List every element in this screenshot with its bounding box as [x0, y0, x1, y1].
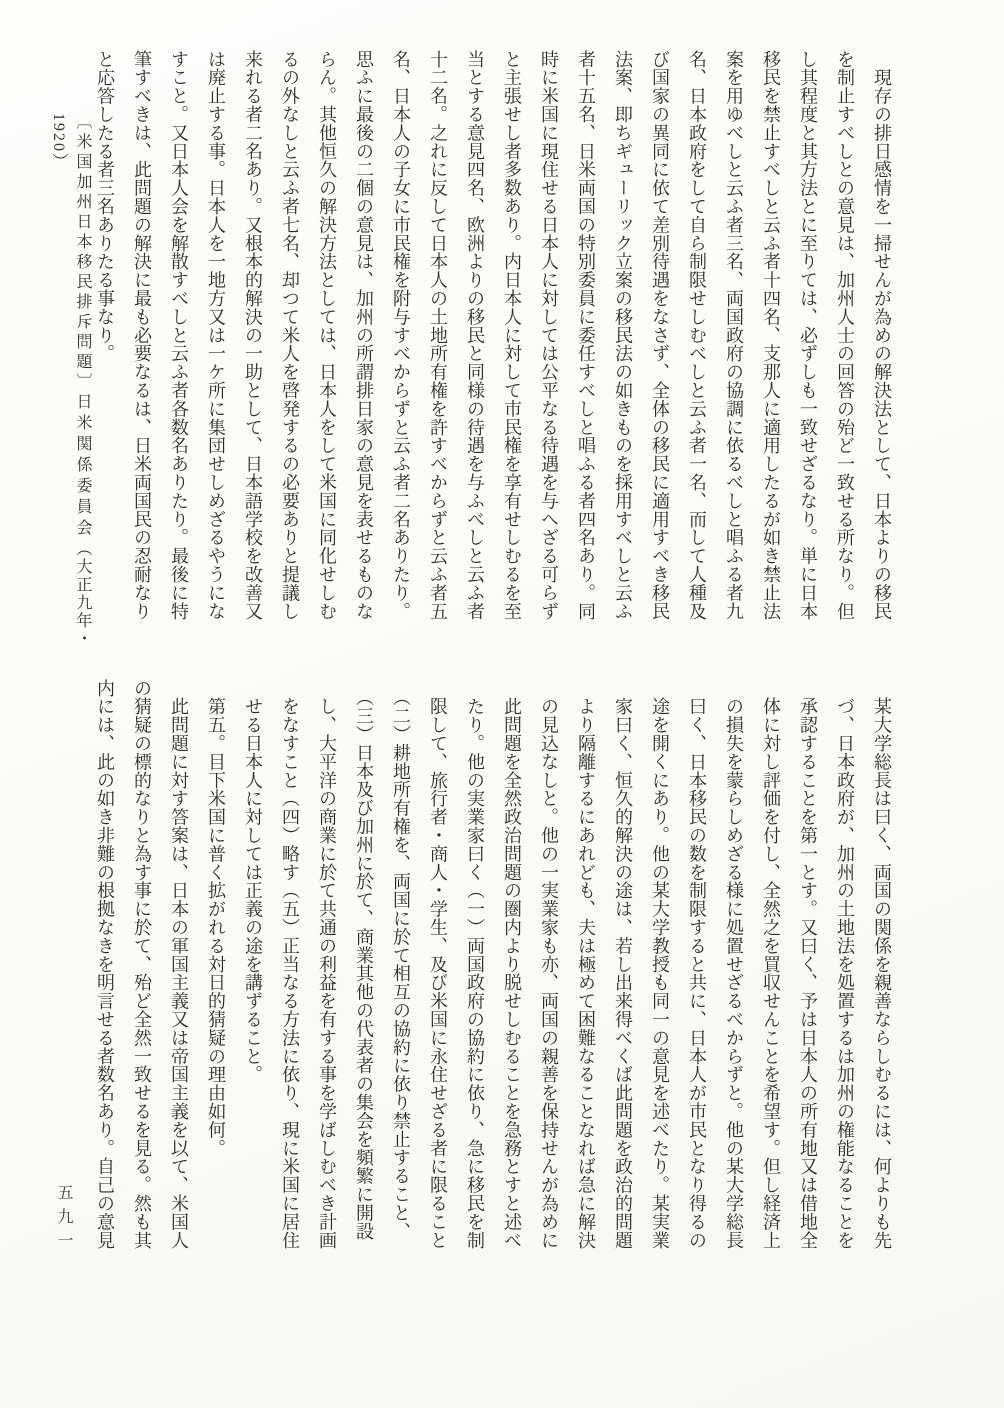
lower-text-block	[86, 679, 900, 1259]
text-column: （二）耕地所有権を、両国に於て相互の協約に依り禁止すること、	[391, 679, 411, 1241]
text-column: し、大平洋の商業に於て共通の利益を有する事を学ばしむべき計画	[317, 679, 337, 1250]
text-column: 思ふに最後の二個の意見は、加州の所謂排日家の意見を表せるものな	[354, 50, 374, 621]
text-column: は廃止する事。日本人を一地方又は一ケ所に集団せしめざるやうにな	[206, 50, 226, 621]
text-column: 承認することを第一とす。又曰く、予は日本人の所有地又は借地全	[798, 679, 818, 1250]
citation-title: 〔米国加州日本移民排斥問題〕	[74, 113, 91, 393]
text-column: 体に対し評価を付し、全然之を買収せんことを希望す。但し経済上	[761, 679, 781, 1250]
text-column: 案を用ゆべしと云ふ者三名、両国政府の協調に依るべしと唱ふる者九	[724, 50, 744, 621]
text-column: と主張せし者多数あり。内日本人に対して市民権を享有せしむるを至	[502, 50, 522, 621]
text-column: 十二名。之れに反して日本人の土地所有権を許すべからずと云ふ者五	[428, 50, 448, 621]
text-column: 曰く、日本移民の数を制限すると共に、日本人が市民となり得るの	[687, 679, 707, 1250]
text-column: 当とする意見四名、欧洲よりの移民と同様の待遇を与ふべしと云ふ者	[465, 50, 485, 621]
text-column: らん。其他恒久の解決方法としては、日本人をして米国に同化せしむ	[317, 50, 337, 621]
text-column: るの外なしと云ふ者七名、却つて米人を啓発するの必要ありと提議し	[280, 50, 300, 621]
text-column: 名、日本政府をして自ら制限せしむべしと云ふ者一名、而して人種及	[687, 50, 707, 621]
text-column: を制止すべしとの意見は、加州人士の回答の殆ど一致せる所なり。但	[835, 50, 855, 621]
text-column: 第五。目下米国に普く拡がれる対日的猜疑の理由如何。	[206, 679, 226, 1158]
upper-text-block	[86, 50, 900, 650]
text-column: 名、日本人の子女に市民権を附与すべからずと云ふ者二名ありたり。	[391, 50, 411, 621]
text-column: づ、日本政府が、加州の土地法を処置するは加州の権能なることを	[835, 679, 855, 1250]
text-column: 途を開くにあり。他の某大学教授も同一の意見を述べたり。某実業	[650, 679, 670, 1250]
text-column: 此問題を全然政治問題の圏内より脱せしむることを急務とすと述べ	[502, 679, 522, 1250]
text-column: と応答したる者三名ありたる事なり。	[95, 50, 115, 363]
text-column: より隔離するにあれども、夫は極めて困難なることなれば急に解決	[576, 679, 596, 1250]
text-column: の猜疑の標的なりと為す事に於て、殆ど全然一致せるを見る。然も其	[132, 679, 152, 1250]
text-column: 某大学総長は曰く、両国の関係を親善ならしむるには、何よりも先	[872, 679, 892, 1250]
text-column: び国家の異同に依て差別待遇をなさず、全体の移民に適用すべき移民	[650, 50, 670, 621]
citation-date: （大正九年・1920）	[50, 113, 91, 648]
citation-committee: 日米関係委員会	[74, 393, 91, 540]
text-column: 者十五名、日米両国の特別委員に委任すべしと唱ふる者四名あり。同	[576, 50, 596, 621]
text-column: 来れる者二名あり。又根本的解決の一助として、日本語学校を改善又	[243, 50, 263, 621]
text-column: 限して、旅行者・商人・学生、及び米国に永住せざる者に限ること	[428, 679, 448, 1250]
text-column: 此問題に対す答案は、日本の軍国主義又は帝国主義を以て、米国人	[169, 679, 189, 1250]
text-column: たり。他の実業家曰く（一）両国政府の協約に依り、急に移民を制	[465, 679, 485, 1250]
text-column: の損失を蒙らしめざる様に処置せざるべからずと。他の某大学総長	[724, 679, 744, 1250]
text-column: 家曰く、恒久的解決の途は、若し出来得べくば此問題を政治的問題	[613, 679, 633, 1250]
text-column: せる日本人に対しては正義の途を講ずること。	[243, 679, 263, 1084]
page-number: 五九一	[55, 1184, 72, 1256]
text-column: （三）日本及び加州に於て、商業其他の代表者の集会を頻繁に開設	[354, 679, 374, 1241]
text-column: 時に米国に現住せる日本人に対しては公平なる待遇を与へざる可らず	[539, 50, 559, 621]
text-column: の見込なしと。他の一実業家も亦、両国の親善を保持せんが為めに	[539, 679, 559, 1250]
source-citation	[46, 113, 94, 678]
text-column: 内には、此の如き非難の根拠なきを明言せる者数名あり。自己の意見	[95, 679, 115, 1250]
text-column: し其程度と其方法とに至りては、必ずしも一致せざるなり。単に日本	[798, 50, 818, 621]
text-column: をなすこと（四）略す（五）正当なる方法に依り、現に米国に居住	[280, 679, 300, 1250]
text-column: 法案、即ちギューリック立案の移民法の如きものを採用すべしと云ふ	[613, 50, 633, 621]
text-column: 移民を禁止すべしと云ふ者十四名、支那人に適用したるが如き禁止法	[761, 50, 781, 621]
text-column: すこと。又日本人会を解散すべしと云ふ者各数名ありたり。最後に特	[169, 50, 189, 621]
text-column: 現存の排日感情を一掃せんが為めの解決法として、日本よりの移民	[872, 50, 892, 621]
text-column: 筆すべきは、此問題の解決に最も必要なるは、日米両国民の忍耐なり	[132, 50, 152, 621]
